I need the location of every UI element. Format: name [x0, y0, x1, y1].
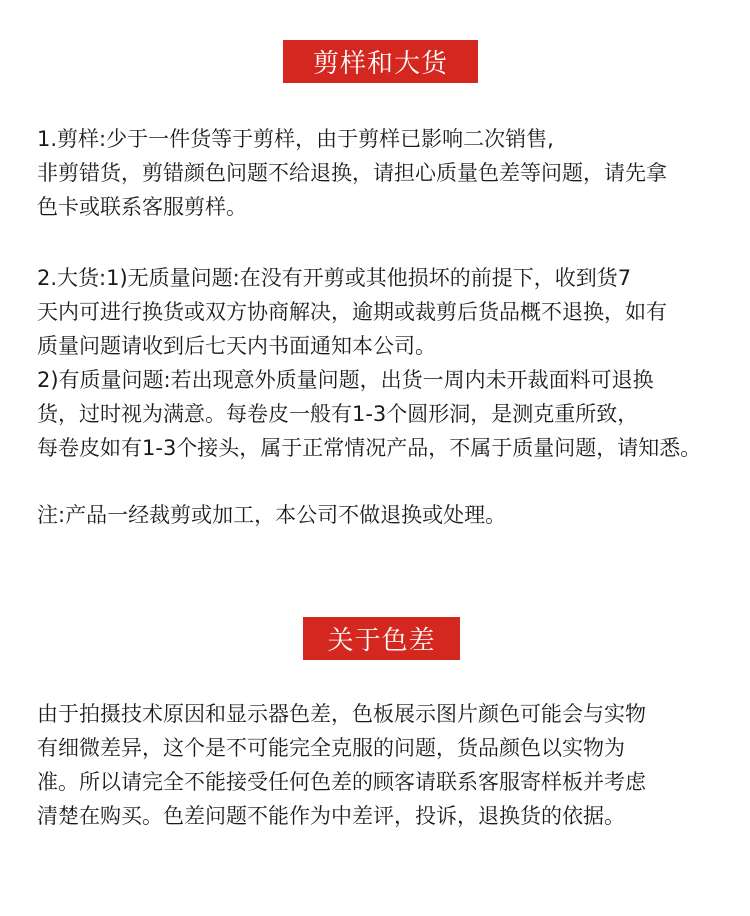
text-line: 色卡或联系客服剪样。 [37, 195, 247, 219]
bulk-no-quality-issue-paragraph [37, 261, 747, 363]
color-difference-paragraph [37, 697, 747, 833]
section-title-text: 关于色差 [327, 626, 436, 656]
text-line: 2)有质量问题:若出现意外质量问题，出货一周内未开裁面料可退换 [37, 368, 654, 392]
section-title-color-difference [303, 617, 460, 660]
text-line: 货，过时视为满意。每卷皮一般有1-3个圆形洞，是测克重所致， [37, 402, 639, 426]
text-line: 质量问题请收到后七天内书面通知本公司。 [37, 334, 436, 358]
text-line: 准。所以请完全不能接受任何色差的顾客请联系客服寄样板并考虑 [37, 770, 646, 794]
note-paragraph [37, 498, 747, 532]
text-line: 由于拍摄技术原因和显示器色差，色板展示图片颜色可能会与实物 [37, 702, 646, 726]
section-title-text: 剪样和大货 [312, 49, 448, 79]
bulk-quality-issue-paragraph [37, 363, 747, 465]
text-line: 清楚在购买。色差问题不能作为中差评，投诉，退换货的依据。 [37, 804, 625, 828]
text-line: 注:产品一经裁剪或加工，本公司不做退换或处理。 [37, 503, 507, 527]
cut-sample-policy-paragraph [37, 122, 747, 224]
section-title-cut-sample-and-bulk [283, 40, 478, 83]
text-line: 非剪错货，剪错颜色问题不给退换，请担心质量色差等问题，请先拿 [37, 161, 667, 185]
text-line: 每卷皮如有1-3个接头，属于正常情况产品，不属于质量问题，请知悉。 [37, 436, 702, 460]
text-line: 1.剪样:少于一件货等于剪样，由于剪样已影响二次销售, [37, 127, 554, 151]
text-line: 有细微差异，这个是不可能完全克服的问题，货品颜色以实物为 [37, 736, 625, 760]
text-line: 天内可进行换货或双方协商解决，逾期或裁剪后货品概不退换，如有 [37, 300, 667, 324]
text-line: 2.大货:1)无质量问题:在没有开剪或其他损坏的前提下，收到货7 [37, 266, 632, 290]
